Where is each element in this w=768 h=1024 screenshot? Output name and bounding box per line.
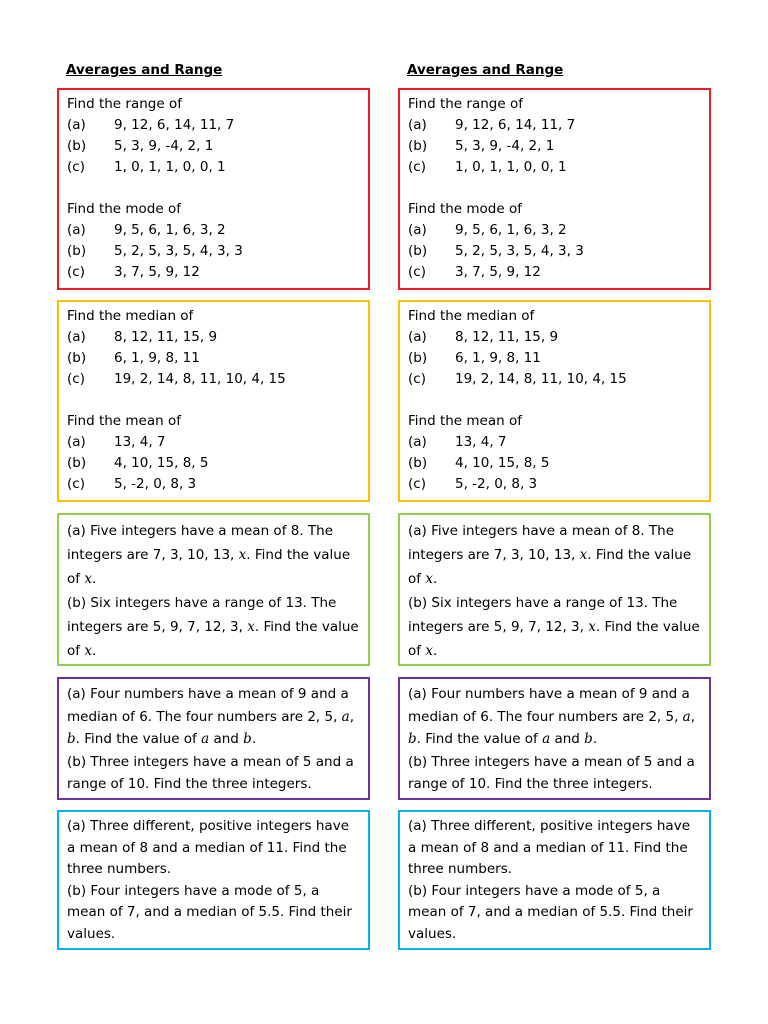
list-item: (c) 3, 7, 5, 9, 12	[67, 264, 200, 280]
list-item: (b) 5, 3, 9, -4, 2, 1	[67, 138, 214, 154]
list-item: (b) 5, 2, 5, 3, 5, 4, 3, 3	[408, 243, 584, 259]
list-item: (c) 3, 7, 5, 9, 12	[408, 264, 541, 280]
list-item: (b) 5, 3, 9, -4, 2, 1	[408, 138, 555, 154]
median-heading: Find the median of	[67, 308, 194, 324]
list-item: (a) 9, 5, 6, 1, 6, 3, 2	[67, 222, 226, 238]
question-a: (a) Four numbers have a mean of 9 and a median of 6. The four numbers are 2, 5, a, b. Find the value of a and b.	[408, 686, 696, 747]
question-b: (b) Four integers have a mode of 5, a mean of 7, and a median of 5.5. Find their values.	[67, 882, 352, 942]
range-mode-box	[57, 88, 370, 290]
mode-heading: Find the mode of	[67, 201, 181, 217]
list-item: (a) 8, 12, 11, 15, 9	[67, 329, 218, 345]
question-a: (a) Four numbers have a mean of 9 and a median of 6. The four numbers are 2, 5, a, b. Find the value of a and b.	[67, 686, 355, 747]
list-item: (b) 4, 10, 15, 8, 5	[67, 455, 209, 471]
question-b: (b) Three integers have a mean of 5 and a range of 10. Find the three integers.	[408, 753, 695, 792]
median-heading: Find the median of	[408, 308, 535, 324]
median-mean-box	[57, 300, 370, 502]
median-mean-box	[398, 300, 711, 502]
worksheet-title: Averages and Range	[407, 62, 564, 78]
list-item: (b) 6, 1, 9, 8, 11	[67, 350, 200, 366]
mode-heading: Find the mode of	[408, 201, 522, 217]
question-b: (b) Six integers have a range of 13. The integers are 5, 9, 7, 12, 3, x. Find the value of x.	[67, 595, 359, 659]
question-b: (b) Three integers have a mean of 5 and a range of 10. Find the three integers.	[67, 753, 354, 792]
list-item: (c) 5, -2, 0, 8, 3	[67, 476, 197, 492]
list-item: (a) 9, 12, 6, 14, 11, 7	[67, 117, 235, 133]
list-item: (c) 19, 2, 14, 8, 11, 10, 4, 15	[408, 371, 627, 387]
question-a: (a) Five integers have a mean of 8. The integers are 7, 3, 10, 13, x. Find the value of x.	[67, 523, 351, 587]
list-item: (c) 19, 2, 14, 8, 11, 10, 4, 15	[67, 371, 286, 387]
find-integers-box	[398, 810, 711, 950]
question-b: (b) Six integers have a range of 13. The integers are 5, 9, 7, 12, 3, x. Find the value of x.	[408, 595, 700, 659]
mean-median-problem-box	[398, 677, 711, 800]
list-item: (a) 13, 4, 7	[67, 434, 166, 450]
mean-heading: Find the mean of	[408, 413, 522, 429]
mean-median-problem-box	[57, 677, 370, 800]
list-item: (a) 13, 4, 7	[408, 434, 507, 450]
list-item: (b) 6, 1, 9, 8, 11	[408, 350, 541, 366]
list-item: (c) 1, 0, 1, 1, 0, 0, 1	[408, 159, 567, 175]
unknown-value-box	[57, 513, 370, 666]
list-item: (c) 1, 0, 1, 1, 0, 0, 1	[67, 159, 226, 175]
list-item: (a) 8, 12, 11, 15, 9	[408, 329, 559, 345]
list-item: (a) 9, 5, 6, 1, 6, 3, 2	[408, 222, 567, 238]
question-a: (a) Three different, positive integers have a mean of 8 and a median of 11. Find the three numbers.	[408, 818, 690, 877]
question-a: (a) Five integers have a mean of 8. The integers are 7, 3, 10, 13, x. Find the value of x.	[408, 523, 692, 587]
mean-heading: Find the mean of	[67, 413, 181, 429]
list-item: (c) 5, -2, 0, 8, 3	[408, 476, 538, 492]
find-integers-box	[57, 810, 370, 950]
range-heading: Find the range of	[67, 96, 182, 112]
question-b: (b) Four integers have a mode of 5, a mean of 7, and a median of 5.5. Find their values.	[408, 882, 693, 942]
worksheet-title: Averages and Range	[66, 62, 223, 78]
range-heading: Find the range of	[408, 96, 523, 112]
range-mode-box	[398, 88, 711, 290]
list-item: (b) 5, 2, 5, 3, 5, 4, 3, 3	[67, 243, 243, 259]
unknown-value-box	[398, 513, 711, 666]
list-item: (a) 9, 12, 6, 14, 11, 7	[408, 117, 576, 133]
question-a: (a) Three different, positive integers have a mean of 8 and a median of 11. Find the three numbers.	[67, 818, 349, 877]
list-item: (b) 4, 10, 15, 8, 5	[408, 455, 550, 471]
